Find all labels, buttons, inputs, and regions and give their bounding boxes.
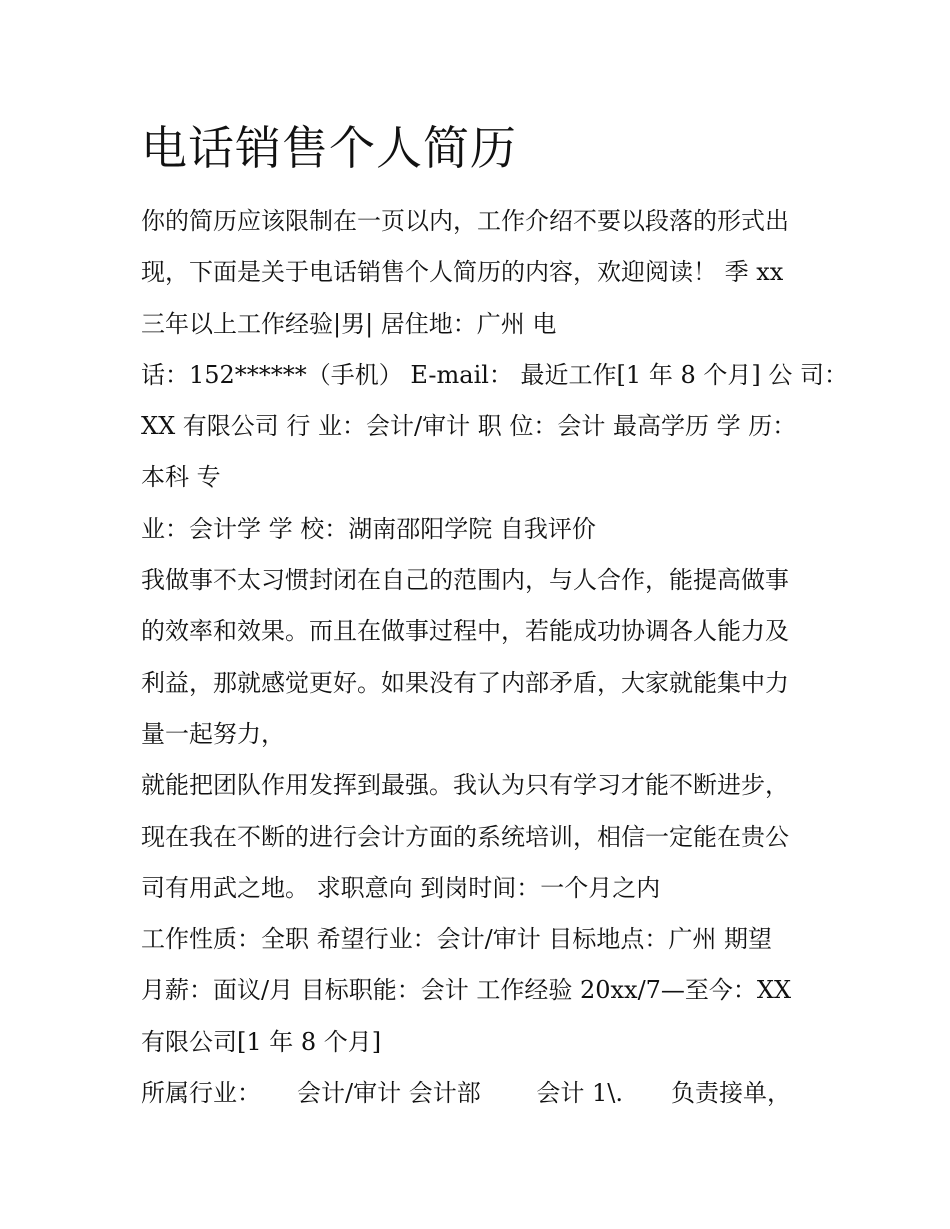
text-line: 有限公司[1 年 8 个月] [141, 1027, 382, 1056]
text-line: 我做事不太习惯封闭在自己的范围内，与人合作，能提高做事 [141, 566, 789, 595]
text-line: XX 有限公司 行 业：会计/审计 职 位：会计 最高学历 学 历： [141, 412, 797, 441]
text-line: 业：会计学 学 校：湖南邵阳学院 自我评价 [141, 514, 596, 543]
text-line: 现，下面是关于电话销售个人简历的内容，欢迎阅读！ 季 xx [141, 258, 784, 287]
text-line: 量一起努力， [141, 719, 285, 748]
text-line: 的效率和效果。而且在做事过程中，若能成功协调各人能力及 [141, 617, 789, 646]
text-line: 就能把团队作用发挥到最强。我认为只有学习才能不断进步， [141, 771, 789, 800]
text-line: 现在我在不断的进行会计方面的系统培训，相信一定能在贵公 [141, 822, 789, 851]
text-line: 你的简历应该限制在一页以内，工作介绍不要以段落的形式出 [141, 207, 789, 235]
text-line: 司有用武之地。 求职意向 到岗时间：一个月之内 [141, 873, 661, 902]
text-line: 工作性质：全职 希望行业：会计/审计 目标地点：广州 期望 [141, 925, 772, 954]
document-body [141, 196, 848, 1119]
text-line: 利益，那就感觉更好。如果没有了内部矛盾，大家就能集中力 [141, 668, 789, 697]
text-line: 所属行业： 会计/审计 会计部 会计 1\. 负责接单， [141, 1079, 791, 1108]
text-line: 月薪：面议/月 目标职能：会计 工作经验 20xx/7—至今：XX [141, 976, 792, 1005]
text-line: 话：152******（手机） E-mail： 最近工作[1 年 8 个月] 公 司： [141, 360, 848, 389]
page-title: 电话销售个人简历 [141, 121, 517, 175]
text-line: 本科 专 [141, 463, 221, 492]
text-line: 三年以上工作经验|男| 居住地：广州 电 [141, 309, 557, 338]
